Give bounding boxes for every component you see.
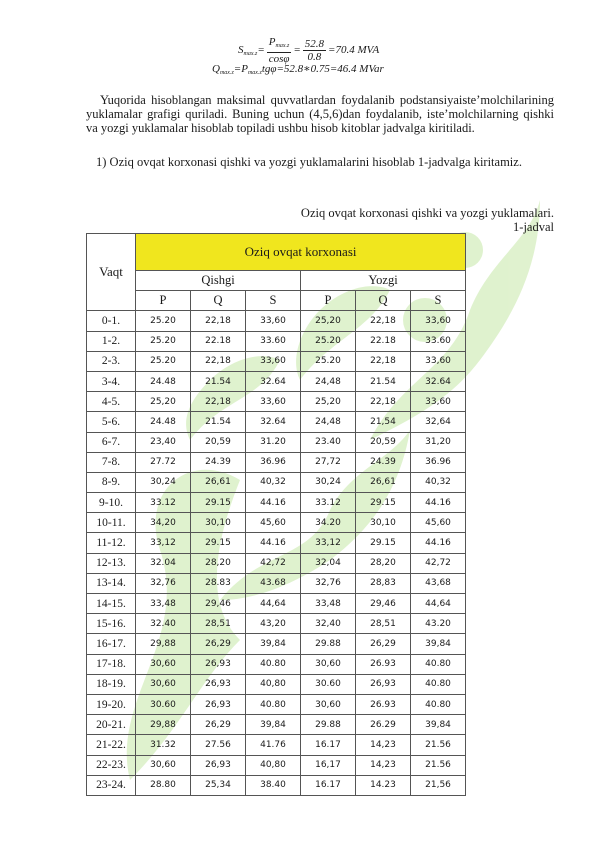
table-cell-value: 25.20 xyxy=(136,331,191,351)
table-cell-value: 44.16 xyxy=(411,493,466,513)
table-cell-value: 26,93 xyxy=(191,694,246,714)
table-cell-time: 9-10. xyxy=(87,493,136,513)
table-cell-value: 28,51 xyxy=(356,614,411,634)
table-cell-value: 26,29 xyxy=(191,634,246,654)
table-cell-value: 32,76 xyxy=(301,573,356,593)
table-cell-time: 7-8. xyxy=(87,452,136,472)
table-cell-value: 29.15 xyxy=(356,533,411,553)
table-cell-value: 28.80 xyxy=(136,775,191,795)
table-cell-value: 26,61 xyxy=(191,472,246,492)
table-cell-value: 32,64 xyxy=(411,412,466,432)
table-row xyxy=(87,634,466,654)
table-cell-value: 29,88 xyxy=(136,634,191,654)
table-cell-value: 20,59 xyxy=(191,432,246,452)
body-paragraph-2: 1) Oziq ovqat korxonasi qishki va yozgi yuklamalarini hisoblab 1-jadvalga kiritamiz. xyxy=(96,155,522,169)
table-row xyxy=(87,614,466,634)
table-cell-value: 40,80 xyxy=(246,755,301,775)
table-cell-value: 42,72 xyxy=(411,553,466,573)
table-cell-value: 26,29 xyxy=(356,634,411,654)
table-cell-value: 24.39 xyxy=(356,452,411,472)
table-row xyxy=(87,452,466,472)
table-row xyxy=(87,654,466,674)
table-cell-value: 43.68 xyxy=(246,573,301,593)
table-cell-value: 26,61 xyxy=(356,472,411,492)
formula-denominator: 0.8 xyxy=(307,51,322,63)
table-row xyxy=(87,351,466,371)
table-cell-value: 44.16 xyxy=(246,493,301,513)
formula-reactive-power xyxy=(212,62,384,76)
table-cell-value: 26.29 xyxy=(356,715,411,735)
load-table-header xyxy=(87,234,466,311)
formula-result: =70.4 MVA xyxy=(328,44,380,57)
table-cell-time: 20-21. xyxy=(87,715,136,735)
table-cell-value: 30,60 xyxy=(136,674,191,694)
table-cell-value: 21.54 xyxy=(191,412,246,432)
table-cell-value: 32.64 xyxy=(411,371,466,391)
table-cell-value: 39,84 xyxy=(246,715,301,735)
load-table xyxy=(86,233,466,796)
table-cell-value: 36.96 xyxy=(246,452,301,472)
table-cell-value: 29.88 xyxy=(301,634,356,654)
table-cell-value: 31.32 xyxy=(136,735,191,755)
table-row xyxy=(87,371,466,391)
table-cell-value: 32.64 xyxy=(246,412,301,432)
table-cell-value: 40.80 xyxy=(411,694,466,714)
table-cell-value: 30,60 xyxy=(136,755,191,775)
column-header-winter-s: S xyxy=(246,291,301,311)
table-cell-value: 28,20 xyxy=(191,553,246,573)
table-cell-value: 29,46 xyxy=(356,594,411,614)
table-cell-value: 33.60 xyxy=(246,331,301,351)
table-cell-value: 29.15 xyxy=(191,533,246,553)
formula-apparent-power xyxy=(238,36,379,65)
table-cell-value: 39,84 xyxy=(411,715,466,735)
table-cell-value: 32,40 xyxy=(301,614,356,634)
table-cell-value: 29.15 xyxy=(191,493,246,513)
table-cell-value: 39,84 xyxy=(411,634,466,654)
table-cell-value: 33,48 xyxy=(136,594,191,614)
formula-subscript: max.z xyxy=(275,43,290,49)
table-cell-value: 25,34 xyxy=(191,775,246,795)
table-cell-time: 10-11. xyxy=(87,513,136,533)
formula-numerator: P xyxy=(268,36,276,48)
table-cell-time: 16-17. xyxy=(87,634,136,654)
formula-symbol: Q xyxy=(212,63,220,75)
group-header-enterprise: Oziq ovqat korxonasi xyxy=(136,234,466,271)
table-cell-value: 24.39 xyxy=(191,452,246,472)
column-header-summer-s: S xyxy=(411,291,466,311)
table-cell-value: 24.48 xyxy=(136,412,191,432)
formula-result: tgφ=52.8∗0.75=46.4 MVar xyxy=(261,63,384,75)
table-row xyxy=(87,513,466,533)
table-cell-value: 22,18 xyxy=(191,392,246,412)
table-cell-value: 29.88 xyxy=(301,715,356,735)
season-header-winter: Qishgi xyxy=(136,271,301,291)
table-cell-value: 14.23 xyxy=(356,775,411,795)
table-cell-time: 12-13. xyxy=(87,553,136,573)
table-cell-value: 27,72 xyxy=(301,452,356,472)
table-cell-value: 25,20 xyxy=(301,392,356,412)
load-table-body xyxy=(87,311,466,796)
column-header-winter-q: Q xyxy=(191,291,246,311)
table-cell-value: 21.56 xyxy=(411,735,466,755)
table-cell-value: 32.04 xyxy=(136,553,191,573)
table-cell-value: 39,84 xyxy=(246,634,301,654)
table-cell-value: 22,18 xyxy=(356,392,411,412)
table-cell-value: 30.60 xyxy=(301,674,356,694)
table-cell-value: 25.20 xyxy=(301,331,356,351)
body-paragraph-1: Yuqorida hisoblangan maksimal quvvatlardan foydalanib podstansiyaiste’molchilarining yuklamalar grafigi quriladi. Buning uchun (4,5,6)dan foydalanib, iste’molchilarning qishki va yozgi yuklamalar hisoblab topiladi ushbu hisob kitoblar jadvalga kiritiladi. xyxy=(86,93,554,136)
table-cell-value: 21.54 xyxy=(191,371,246,391)
table-cell-value: 21,54 xyxy=(356,412,411,432)
table-cell-value: 32,04 xyxy=(301,553,356,573)
table-cell-value: 30,60 xyxy=(301,694,356,714)
table-row xyxy=(87,331,466,351)
table-cell-value: 33.12 xyxy=(301,493,356,513)
table-cell-value: 26,93 xyxy=(356,674,411,694)
table-cell-value: 25.20 xyxy=(136,351,191,371)
formula-fraction-values xyxy=(303,38,326,63)
table-cell-value: 27.56 xyxy=(191,735,246,755)
formula-numerator: 52.8 xyxy=(304,38,325,50)
table-cell-value: 33,60 xyxy=(246,311,301,331)
formula-operator: = xyxy=(257,44,265,57)
table-cell-time: 19-20. xyxy=(87,694,136,714)
table-caption-title: Oziq ovqat korxonasi qishki va yozgi yuklamalari. xyxy=(300,206,554,220)
table-cell-value: 16.17 xyxy=(301,735,356,755)
table-cell-value: 44.16 xyxy=(246,533,301,553)
table-cell-value: 22.18 xyxy=(356,331,411,351)
table-cell-value: 22.18 xyxy=(191,331,246,351)
table-cell-time: 21-22. xyxy=(87,735,136,755)
table-cell-value: 33,12 xyxy=(136,533,191,553)
column-header-vaqt: Vaqt xyxy=(87,234,136,311)
table-cell-value: 32.64 xyxy=(246,371,301,391)
table-cell-value: 23,40 xyxy=(136,432,191,452)
table-cell-value: 40,32 xyxy=(411,472,466,492)
table-cell-value: 16,17 xyxy=(301,755,356,775)
table-cell-value: 33,60 xyxy=(246,392,301,412)
table-cell-value: 33,60 xyxy=(411,392,466,412)
table-cell-value: 22,18 xyxy=(191,351,246,371)
formula-subscript: max.z xyxy=(247,70,262,76)
formula-operator: = xyxy=(293,44,301,57)
table-cell-value: 20,59 xyxy=(356,432,411,452)
table-cell-value: 34,20 xyxy=(136,513,191,533)
table-cell-value: 36.96 xyxy=(411,452,466,472)
table-row xyxy=(87,735,466,755)
table-cell-value: 29,46 xyxy=(191,594,246,614)
column-header-summer-q: Q xyxy=(356,291,411,311)
table-cell-value: 25,20 xyxy=(301,311,356,331)
table-cell-value: 30,24 xyxy=(301,472,356,492)
table-cell-value: 24,48 xyxy=(301,412,356,432)
table-cell-value: 33,60 xyxy=(246,351,301,371)
table-cell-value: 33.12 xyxy=(136,493,191,513)
formula-subscript: max.z xyxy=(243,51,258,58)
table-cell-value: 28,51 xyxy=(191,614,246,634)
table-cell-value: 23.40 xyxy=(301,432,356,452)
table-cell-value: 14,23 xyxy=(356,755,411,775)
table-cell-value: 32.40 xyxy=(136,614,191,634)
table-cell-value: 21.54 xyxy=(356,371,411,391)
table-cell-value: 40,32 xyxy=(246,472,301,492)
table-cell-value: 40.80 xyxy=(246,694,301,714)
table-cell-time: 5-6. xyxy=(87,412,136,432)
table-cell-value: 32,76 xyxy=(136,573,191,593)
table-cell-time: 0-1. xyxy=(87,311,136,331)
table-row xyxy=(87,775,466,795)
table-cell-value: 26,29 xyxy=(191,715,246,735)
table-cell-value: 43.20 xyxy=(411,614,466,634)
column-header-summer-p: P xyxy=(301,291,356,311)
table-cell-time: 11-12. xyxy=(87,533,136,553)
formula-denominator: cosφ xyxy=(268,53,290,65)
table-row xyxy=(87,472,466,492)
table-cell-time: 22-23. xyxy=(87,755,136,775)
table-cell-value: 29,88 xyxy=(136,715,191,735)
table-cell-time: 4-5. xyxy=(87,392,136,412)
season-header-summer: Yozgi xyxy=(301,271,466,291)
table-cell-value: 43,20 xyxy=(246,614,301,634)
table-cell-value: 34.20 xyxy=(301,513,356,533)
table-cell-time: 17-18. xyxy=(87,654,136,674)
table-cell-time: 14-15. xyxy=(87,594,136,614)
table-row xyxy=(87,311,466,331)
table-cell-value: 22,18 xyxy=(191,311,246,331)
table-cell-time: 6-7. xyxy=(87,432,136,452)
table-row xyxy=(87,573,466,593)
table-cell-time: 18-19. xyxy=(87,674,136,694)
table-cell-value: 14,23 xyxy=(356,735,411,755)
table-cell-value: 22,18 xyxy=(356,351,411,371)
formula-fraction xyxy=(267,36,292,65)
table-row xyxy=(87,755,466,775)
table-cell-time: 23-24. xyxy=(87,775,136,795)
table-cell-value: 25.20 xyxy=(136,311,191,331)
table-cell-value: 45,60 xyxy=(246,513,301,533)
formula-operator: = xyxy=(233,63,242,75)
table-cell-time: 3-4. xyxy=(87,371,136,391)
table-cell-value: 21,56 xyxy=(411,775,466,795)
table-row xyxy=(87,412,466,432)
table-cell-time: 2-3. xyxy=(87,351,136,371)
table-cell-value: 40.80 xyxy=(246,654,301,674)
table-cell-value: 27.72 xyxy=(136,452,191,472)
table-cell-time: 1-2. xyxy=(87,331,136,351)
table-cell-value: 33,60 xyxy=(411,351,466,371)
table-row xyxy=(87,493,466,513)
table-row xyxy=(87,694,466,714)
table-cell-value: 33,48 xyxy=(301,594,356,614)
table-cell-value: 44.16 xyxy=(411,533,466,553)
table-cell-value: 30,10 xyxy=(356,513,411,533)
table-cell-value: 33,60 xyxy=(411,311,466,331)
table-row xyxy=(87,594,466,614)
table-cell-value: 30,60 xyxy=(301,654,356,674)
table-row xyxy=(87,432,466,452)
formula-subscript: max.z xyxy=(219,70,234,76)
table-cell-value: 21.56 xyxy=(411,755,466,775)
formula-symbol: P xyxy=(241,63,248,75)
table-cell-value: 41.76 xyxy=(246,735,301,755)
table-row xyxy=(87,715,466,735)
table-cell-value: 28.83 xyxy=(191,573,246,593)
table-cell-value: 16.17 xyxy=(301,775,356,795)
table-cell-time: 8-9. xyxy=(87,472,136,492)
table-cell-value: 26,93 xyxy=(191,755,246,775)
table-row xyxy=(87,392,466,412)
table-cell-value: 25,20 xyxy=(136,392,191,412)
table-cell-value: 26,93 xyxy=(191,674,246,694)
table-cell-value: 33.60 xyxy=(411,331,466,351)
table-cell-value: 30,24 xyxy=(136,472,191,492)
table-cell-value: 28,83 xyxy=(356,573,411,593)
table-cell-value: 24,48 xyxy=(301,371,356,391)
table-cell-value: 26.93 xyxy=(356,694,411,714)
table-cell-value: 42,72 xyxy=(246,553,301,573)
table-cell-value: 45,60 xyxy=(411,513,466,533)
table-cell-value: 22,18 xyxy=(356,311,411,331)
table-cell-value: 29.15 xyxy=(356,493,411,513)
table-cell-time: 15-16. xyxy=(87,614,136,634)
table-cell-value: 33,12 xyxy=(301,533,356,553)
table-cell-value: 26,93 xyxy=(191,654,246,674)
table-cell-value: 44,64 xyxy=(246,594,301,614)
table-cell-value: 30,10 xyxy=(191,513,246,533)
table-cell-value: 31.20 xyxy=(246,432,301,452)
table-row xyxy=(87,674,466,694)
table-row xyxy=(87,533,466,553)
table-cell-value: 30,60 xyxy=(136,654,191,674)
table-cell-value: 40.80 xyxy=(411,674,466,694)
column-header-winter-p: P xyxy=(136,291,191,311)
table-cell-value: 38.40 xyxy=(246,775,301,795)
table-cell-value: 44,64 xyxy=(411,594,466,614)
table-cell-value: 31,20 xyxy=(411,432,466,452)
table-cell-value: 25.20 xyxy=(301,351,356,371)
table-cell-time: 13-14. xyxy=(87,573,136,593)
table-cell-value: 43,68 xyxy=(411,573,466,593)
table-cell-value: 40.80 xyxy=(411,654,466,674)
table-cell-value: 40,80 xyxy=(246,674,301,694)
table-cell-value: 24.48 xyxy=(136,371,191,391)
table-cell-value: 28,20 xyxy=(356,553,411,573)
table-cell-value: 30.60 xyxy=(136,694,191,714)
table-caption-label: 1-jadval xyxy=(513,220,554,234)
table-row xyxy=(87,553,466,573)
table-cell-value: 26.93 xyxy=(356,654,411,674)
formula-symbol: S xyxy=(238,44,244,57)
